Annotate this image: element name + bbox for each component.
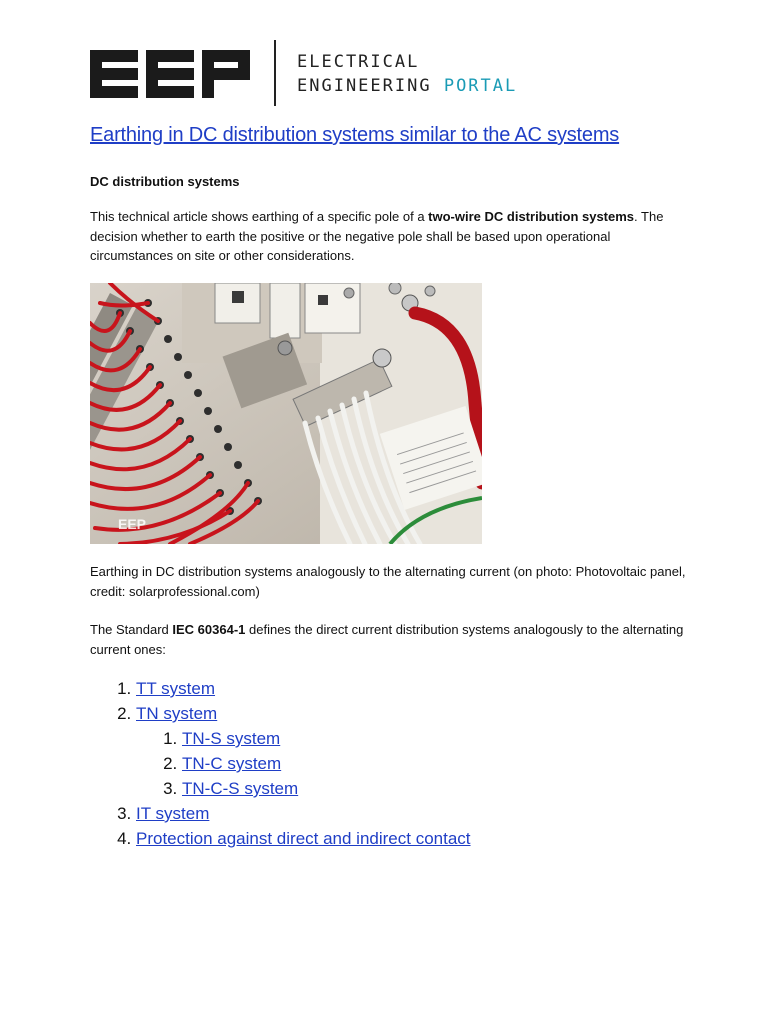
toc-item-it <box>136 801 471 826</box>
standard-text-post: defines the direct current distribution systems analogously to the alternating current ones: <box>90 622 684 657</box>
toc-link-tn-system[interactable]: TN system <box>136 704 218 723</box>
logo-line-2 <box>297 74 517 98</box>
logo-wordmark <box>297 50 517 98</box>
toc-link-protection[interactable]: Protection against direct and indirect contact <box>136 829 471 848</box>
article-title-link[interactable]: Earthing in DC distribution systems similar to the AC systems <box>90 124 620 146</box>
intro-text-bold: two-wire DC distribution systems <box>428 209 635 224</box>
photo-illustration <box>90 283 482 544</box>
intro-paragraph <box>90 207 690 266</box>
standard-text-pre: The Standard <box>90 622 173 637</box>
intro-text-post: . The decision whether to earth the positive or the negative pole shall be based upon operational circumstances on site or other considerations. <box>90 209 664 263</box>
toc-link-tn-c-s-system[interactable]: TN-C-S system <box>182 779 299 798</box>
toc-subitem-tn-s <box>182 726 471 751</box>
eep-logo[interactable] <box>90 50 252 98</box>
toc-link-tn-c-system[interactable]: TN-C system <box>182 754 282 773</box>
photo-caption: Earthing in DC distribution systems analogously to the alternating current (on photo: Photovoltaic panel, credit: solarprofessional.com) <box>90 564 686 599</box>
standard-text-bold: IEC 60364-1 <box>172 622 246 637</box>
article-photo <box>90 283 482 544</box>
toc-sublist-tn <box>136 726 471 801</box>
toc-subitem-tn-c-s <box>182 776 471 801</box>
toc-item-protection <box>136 826 471 851</box>
toc-link-it-system[interactable]: IT system <box>136 804 210 823</box>
toc-link-tn-s-system[interactable]: TN-S system <box>182 729 281 748</box>
logo-line-2-prefix: ENGINEERING <box>297 76 444 96</box>
table-of-contents <box>90 676 471 851</box>
logo-line-2-accent: PORTAL <box>443 76 518 96</box>
logo-line-1: ELECTRICAL <box>297 52 420 72</box>
logo-divider <box>274 40 276 106</box>
toc-link-tt-system[interactable]: TT system <box>136 679 216 698</box>
site-header <box>90 40 518 108</box>
photo-watermark: EEP <box>118 516 147 532</box>
section-subheading: DC distribution systems <box>90 174 240 189</box>
toc-item-tt <box>136 676 471 701</box>
toc-item-tn <box>136 701 471 801</box>
standard-paragraph <box>90 620 690 659</box>
toc-subitem-tn-c <box>182 751 471 776</box>
intro-text-pre: This technical article shows earthing of a specific pole of a <box>90 209 429 224</box>
